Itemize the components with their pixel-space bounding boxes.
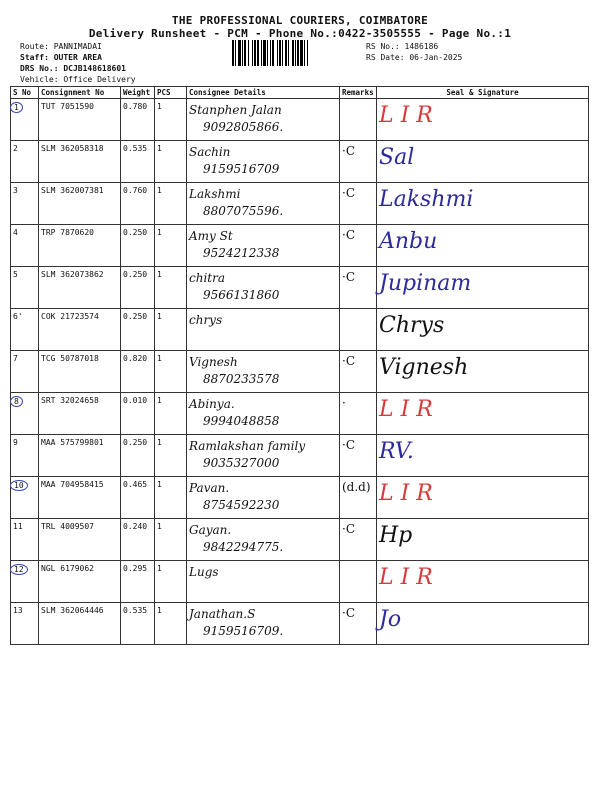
weight-cell bbox=[121, 603, 155, 645]
consignee-phone: 9035327000 bbox=[203, 456, 280, 470]
weight-cell-text: 0.780 bbox=[123, 102, 148, 111]
signature-cell-text: Chrys bbox=[379, 313, 445, 338]
col-consignee: Consignee Details bbox=[187, 87, 340, 99]
sno-cell bbox=[11, 99, 39, 141]
consignment-cell-text: SLM 362007381 bbox=[41, 186, 104, 195]
pcs-cell bbox=[155, 267, 187, 309]
remarks-cell-text: ·C bbox=[342, 228, 355, 242]
remarks-cell-text: ·C bbox=[342, 270, 355, 284]
consignment-cell bbox=[39, 309, 121, 351]
table-row bbox=[11, 393, 589, 435]
table-row bbox=[11, 309, 589, 351]
signature-cell-text: L I R bbox=[379, 481, 433, 506]
consignment-cell bbox=[39, 603, 121, 645]
weight-cell bbox=[121, 267, 155, 309]
consignee-name: Abinya. bbox=[189, 397, 235, 411]
consignment-cell bbox=[39, 561, 121, 603]
consignment-cell bbox=[39, 183, 121, 225]
sno-cell-text: 3 bbox=[13, 186, 18, 195]
weight-cell-text: 0.760 bbox=[123, 186, 148, 195]
remarks-cell bbox=[340, 309, 377, 351]
pcs-cell-text: 1 bbox=[157, 480, 162, 489]
remarks-cell-text: ·C bbox=[342, 522, 355, 536]
consignee-name: Lakshmi bbox=[189, 187, 241, 201]
signature-cell bbox=[377, 309, 589, 351]
consignee-cell bbox=[187, 183, 340, 225]
consignee-cell bbox=[187, 141, 340, 183]
consignment-cell-text: MAA 575799801 bbox=[41, 438, 104, 447]
col-remarks: Remarks bbox=[340, 87, 377, 99]
barcode-bar bbox=[238, 40, 241, 66]
signature-cell-text: Vignesh bbox=[379, 355, 469, 380]
remarks-cell-text: ·C bbox=[342, 144, 355, 158]
barcode-bar bbox=[235, 40, 236, 66]
remarks-cell bbox=[340, 183, 377, 225]
signature-cell bbox=[377, 183, 589, 225]
consignment-cell-text: MAA 704958415 bbox=[41, 480, 104, 489]
consignment-cell bbox=[39, 141, 121, 183]
table-row bbox=[11, 141, 589, 183]
remarks-cell bbox=[340, 519, 377, 561]
consignee-phone: 9842294775. bbox=[203, 540, 284, 554]
pcs-cell-text: 1 bbox=[157, 606, 162, 615]
weight-cell-text: 0.250 bbox=[123, 228, 148, 237]
rs-no-label: RS No.: 1486186 bbox=[366, 42, 439, 51]
sno-cell bbox=[11, 519, 39, 561]
consignee-name: Janathan.S bbox=[189, 607, 256, 621]
sno-cell bbox=[11, 267, 39, 309]
pcs-cell-text: 1 bbox=[157, 270, 162, 279]
signature-cell-text: L I R bbox=[379, 565, 433, 590]
consignee-name: Gayan. bbox=[189, 523, 232, 537]
weight-cell bbox=[121, 519, 155, 561]
consignee-name: Sachin bbox=[189, 145, 231, 159]
table-row bbox=[11, 519, 589, 561]
route-label: Route: PANNIMADAI bbox=[20, 42, 102, 51]
barcode-bar bbox=[297, 40, 299, 66]
table-row bbox=[11, 267, 589, 309]
sno-cell-text: 7 bbox=[13, 354, 18, 363]
consignment-cell bbox=[39, 267, 121, 309]
remarks-cell bbox=[340, 141, 377, 183]
consignee-name: Pavan. bbox=[189, 481, 230, 495]
signature-cell bbox=[377, 435, 589, 477]
consignee-cell bbox=[187, 225, 340, 267]
consignment-cell bbox=[39, 519, 121, 561]
remarks-cell-text: ·C bbox=[342, 354, 355, 368]
sno-cell bbox=[11, 393, 39, 435]
signature-cell bbox=[377, 351, 589, 393]
meta-right bbox=[366, 41, 462, 63]
barcode-bar bbox=[252, 40, 253, 66]
consignment-cell bbox=[39, 225, 121, 267]
remarks-cell bbox=[340, 393, 377, 435]
signature-cell bbox=[377, 99, 589, 141]
barcode-bar bbox=[270, 40, 271, 66]
runsheet-table bbox=[10, 86, 589, 645]
consignment-cell-text: TRL 4009507 bbox=[41, 522, 94, 531]
pcs-cell-text: 1 bbox=[157, 564, 162, 573]
weight-cell bbox=[121, 393, 155, 435]
pcs-cell-text: 1 bbox=[157, 102, 162, 111]
signature-cell bbox=[377, 225, 589, 267]
barcode-bar bbox=[248, 40, 249, 66]
remarks-cell bbox=[340, 225, 377, 267]
pcs-cell bbox=[155, 141, 187, 183]
sno-cell-text: 1 bbox=[10, 102, 23, 113]
pcs-cell bbox=[155, 435, 187, 477]
pcs-cell bbox=[155, 183, 187, 225]
consignment-cell-text: SLM 362058318 bbox=[41, 144, 104, 153]
consignment-cell bbox=[39, 351, 121, 393]
pcs-cell-text: 1 bbox=[157, 144, 162, 153]
weight-cell-text: 0.250 bbox=[123, 270, 148, 279]
consignment-cell-text: SLM 362073862 bbox=[41, 270, 104, 279]
consignee-phone: 8807075596. bbox=[203, 204, 284, 218]
sno-cell-text: 4 bbox=[13, 228, 18, 237]
sno-cell bbox=[11, 477, 39, 519]
signature-cell-text: Jo bbox=[379, 607, 402, 632]
sno-cell-text: 2 bbox=[13, 144, 18, 153]
consignee-phone: 9566131860 bbox=[203, 288, 280, 302]
remarks-cell-text: ·C bbox=[342, 606, 355, 620]
barcode-bar bbox=[300, 40, 303, 66]
col-weight: Weight bbox=[121, 87, 155, 99]
consignee-cell bbox=[187, 99, 340, 141]
signature-cell bbox=[377, 603, 589, 645]
col-pcs: PCS bbox=[155, 87, 187, 99]
pcs-cell bbox=[155, 603, 187, 645]
pcs-cell-text: 1 bbox=[157, 396, 162, 405]
drs-label: DRS No.: DCJB148618601 bbox=[20, 64, 126, 73]
weight-cell-text: 0.250 bbox=[123, 312, 148, 321]
table-row bbox=[11, 435, 589, 477]
barcode-bar bbox=[292, 40, 294, 66]
pcs-cell bbox=[155, 519, 187, 561]
pcs-cell bbox=[155, 99, 187, 141]
barcode-bar bbox=[285, 40, 287, 66]
sno-cell bbox=[11, 309, 39, 351]
consignment-cell-text: TUT 7051590 bbox=[41, 102, 94, 111]
signature-cell-text: L I R bbox=[379, 397, 433, 422]
consignee-phone: 8870233578 bbox=[203, 372, 280, 386]
company-title: THE PROFESSIONAL COURIERS, COIMBATORE bbox=[171, 14, 429, 27]
vehicle-label: Vehicle: Office Delivery bbox=[20, 75, 136, 84]
weight-cell-text: 0.465 bbox=[123, 480, 148, 489]
weight-cell bbox=[121, 561, 155, 603]
pcs-cell bbox=[155, 477, 187, 519]
consignee-cell bbox=[187, 351, 340, 393]
pcs-cell bbox=[155, 225, 187, 267]
sno-cell-text: 6' bbox=[13, 312, 23, 321]
barcode-bar bbox=[232, 40, 234, 66]
consignee-name: Vignesh bbox=[189, 355, 238, 369]
signature-cell bbox=[377, 519, 589, 561]
signature-cell bbox=[377, 561, 589, 603]
pcs-cell bbox=[155, 393, 187, 435]
signature-cell-text: Hp bbox=[379, 523, 413, 548]
weight-cell bbox=[121, 477, 155, 519]
sno-cell bbox=[11, 141, 39, 183]
consignment-cell bbox=[39, 435, 121, 477]
weight-cell bbox=[121, 141, 155, 183]
consignee-cell bbox=[187, 561, 340, 603]
consignee-name: Ramlakshan family bbox=[189, 439, 306, 453]
pcs-cell-text: 1 bbox=[157, 438, 162, 447]
consignee-cell bbox=[187, 603, 340, 645]
pcs-cell-text: 1 bbox=[157, 186, 162, 195]
weight-cell-text: 0.535 bbox=[123, 144, 148, 153]
signature-cell-text: Anbu bbox=[379, 229, 438, 254]
pcs-cell bbox=[155, 309, 187, 351]
remarks-cell bbox=[340, 477, 377, 519]
pcs-cell bbox=[155, 561, 187, 603]
consignee-name: Lugs bbox=[189, 565, 219, 579]
rs-date-label: RS Date: 06-Jan-2025 bbox=[366, 53, 463, 62]
remarks-cell bbox=[340, 435, 377, 477]
barcode-bar bbox=[267, 40, 268, 66]
weight-cell bbox=[121, 309, 155, 351]
remarks-cell-text: (d.d) bbox=[342, 480, 371, 494]
sno-cell-text: 13 bbox=[13, 606, 23, 615]
sno-cell-text: 10 bbox=[10, 480, 28, 491]
sno-cell bbox=[11, 183, 39, 225]
col-signature: Seal & Signature bbox=[377, 87, 589, 99]
consignment-cell bbox=[39, 99, 121, 141]
signature-cell-text: Sal bbox=[379, 145, 415, 170]
col-sno: S No bbox=[11, 87, 39, 99]
table-row bbox=[11, 99, 589, 141]
sno-cell-text: 5 bbox=[13, 270, 18, 279]
remarks-cell bbox=[340, 603, 377, 645]
sno-cell-text: 12 bbox=[10, 564, 28, 575]
signature-cell-text: Jupinam bbox=[379, 271, 472, 296]
sno-cell bbox=[11, 603, 39, 645]
table-row bbox=[11, 351, 589, 393]
remarks-cell bbox=[340, 351, 377, 393]
weight-cell-text: 0.010 bbox=[123, 396, 148, 405]
consignee-name: chitra bbox=[189, 271, 225, 285]
weight-cell bbox=[121, 351, 155, 393]
pcs-cell-text: 1 bbox=[157, 312, 162, 321]
pcs-cell-text: 1 bbox=[157, 228, 162, 237]
sno-cell bbox=[11, 561, 39, 603]
consignee-cell bbox=[187, 519, 340, 561]
table-row bbox=[11, 603, 589, 645]
remarks-cell-text: · bbox=[342, 396, 346, 410]
consignee-cell bbox=[187, 393, 340, 435]
consignee-cell bbox=[187, 267, 340, 309]
weight-cell-text: 0.250 bbox=[123, 438, 148, 447]
consignee-phone: 9159516709. bbox=[203, 624, 284, 638]
pcs-cell bbox=[155, 351, 187, 393]
signature-cell bbox=[377, 393, 589, 435]
barcode-bar bbox=[254, 40, 256, 66]
consignee-cell bbox=[187, 309, 340, 351]
signature-cell bbox=[377, 477, 589, 519]
barcode-bar bbox=[257, 40, 259, 66]
sno-cell-text: 8 bbox=[10, 396, 23, 407]
sno-cell bbox=[11, 351, 39, 393]
consignee-name: Stanphen Jalan bbox=[189, 103, 282, 117]
col-consignment: Consignment No bbox=[39, 87, 121, 99]
consignee-cell bbox=[187, 435, 340, 477]
weight-cell bbox=[121, 225, 155, 267]
pcs-cell-text: 1 bbox=[157, 354, 162, 363]
consignee-phone: 9159516709 bbox=[203, 162, 280, 176]
barcode-bar bbox=[288, 40, 289, 66]
table-row bbox=[11, 225, 589, 267]
signature-cell bbox=[377, 267, 589, 309]
barcode-bar bbox=[279, 40, 281, 66]
signature-cell-text: L I R bbox=[379, 103, 433, 128]
weight-cell-text: 0.295 bbox=[123, 564, 148, 573]
weight-cell bbox=[121, 183, 155, 225]
table-header-row bbox=[11, 87, 589, 99]
barcode-bar bbox=[304, 40, 305, 66]
barcode-bar bbox=[263, 40, 266, 66]
remarks-cell bbox=[340, 267, 377, 309]
weight-cell-text: 0.535 bbox=[123, 606, 148, 615]
remarks-cell-text: ·C bbox=[342, 438, 355, 452]
consignment-cell-text: TRP 7870620 bbox=[41, 228, 94, 237]
remarks-cell bbox=[340, 561, 377, 603]
weight-cell bbox=[121, 435, 155, 477]
weight-cell-text: 0.820 bbox=[123, 354, 148, 363]
meta-left bbox=[20, 41, 136, 85]
remarks-cell bbox=[340, 99, 377, 141]
table-row bbox=[11, 183, 589, 225]
pcs-cell-text: 1 bbox=[157, 522, 162, 531]
consignee-phone: 8754592230 bbox=[203, 498, 280, 512]
runsheet-subtitle: Delivery Runsheet - PCM - Phone No.:0422-3505555 - Page No.:1 bbox=[88, 27, 512, 40]
barcode-bar bbox=[272, 40, 274, 66]
table-row bbox=[11, 561, 589, 603]
consignment-cell bbox=[39, 393, 121, 435]
table-row bbox=[11, 477, 589, 519]
consignment-cell-text: COK 21723574 bbox=[41, 312, 99, 321]
consignee-phone: 9092805866. bbox=[203, 120, 284, 134]
sno-cell bbox=[11, 435, 39, 477]
remarks-cell-text: ·C bbox=[342, 186, 355, 200]
consignee-phone: 9994048858 bbox=[203, 414, 280, 428]
staff-label: Staff: OUTER AREA bbox=[20, 53, 102, 62]
barcode-bar bbox=[282, 40, 283, 66]
barcode bbox=[232, 40, 358, 66]
weight-cell bbox=[121, 99, 155, 141]
barcode-bar bbox=[261, 40, 262, 66]
sno-cell-text: 11 bbox=[13, 522, 23, 531]
consignee-phone: 9524212338 bbox=[203, 246, 280, 260]
barcode-bar bbox=[242, 40, 243, 66]
signature-cell-text: RV. bbox=[379, 439, 414, 464]
sno-cell-text: 9 bbox=[13, 438, 18, 447]
signature-cell-text: Lakshmi bbox=[379, 187, 474, 212]
barcode-bar bbox=[277, 40, 278, 66]
consignment-cell-text: TCG 50787018 bbox=[41, 354, 99, 363]
barcode-bar bbox=[295, 40, 296, 66]
consignment-cell bbox=[39, 477, 121, 519]
consignment-cell-text: SRT 32024658 bbox=[41, 396, 99, 405]
consignment-cell-text: NGL 6179062 bbox=[41, 564, 94, 573]
signature-cell bbox=[377, 141, 589, 183]
barcode-bar bbox=[244, 40, 246, 66]
consignee-name: chrys bbox=[189, 313, 223, 327]
consignment-cell-text: SLM 362064446 bbox=[41, 606, 104, 615]
consignee-name: Amy St bbox=[189, 229, 233, 243]
weight-cell-text: 0.240 bbox=[123, 522, 148, 531]
barcode-bar bbox=[307, 40, 308, 66]
sno-cell bbox=[11, 225, 39, 267]
consignee-cell bbox=[187, 477, 340, 519]
table-body bbox=[11, 99, 589, 645]
